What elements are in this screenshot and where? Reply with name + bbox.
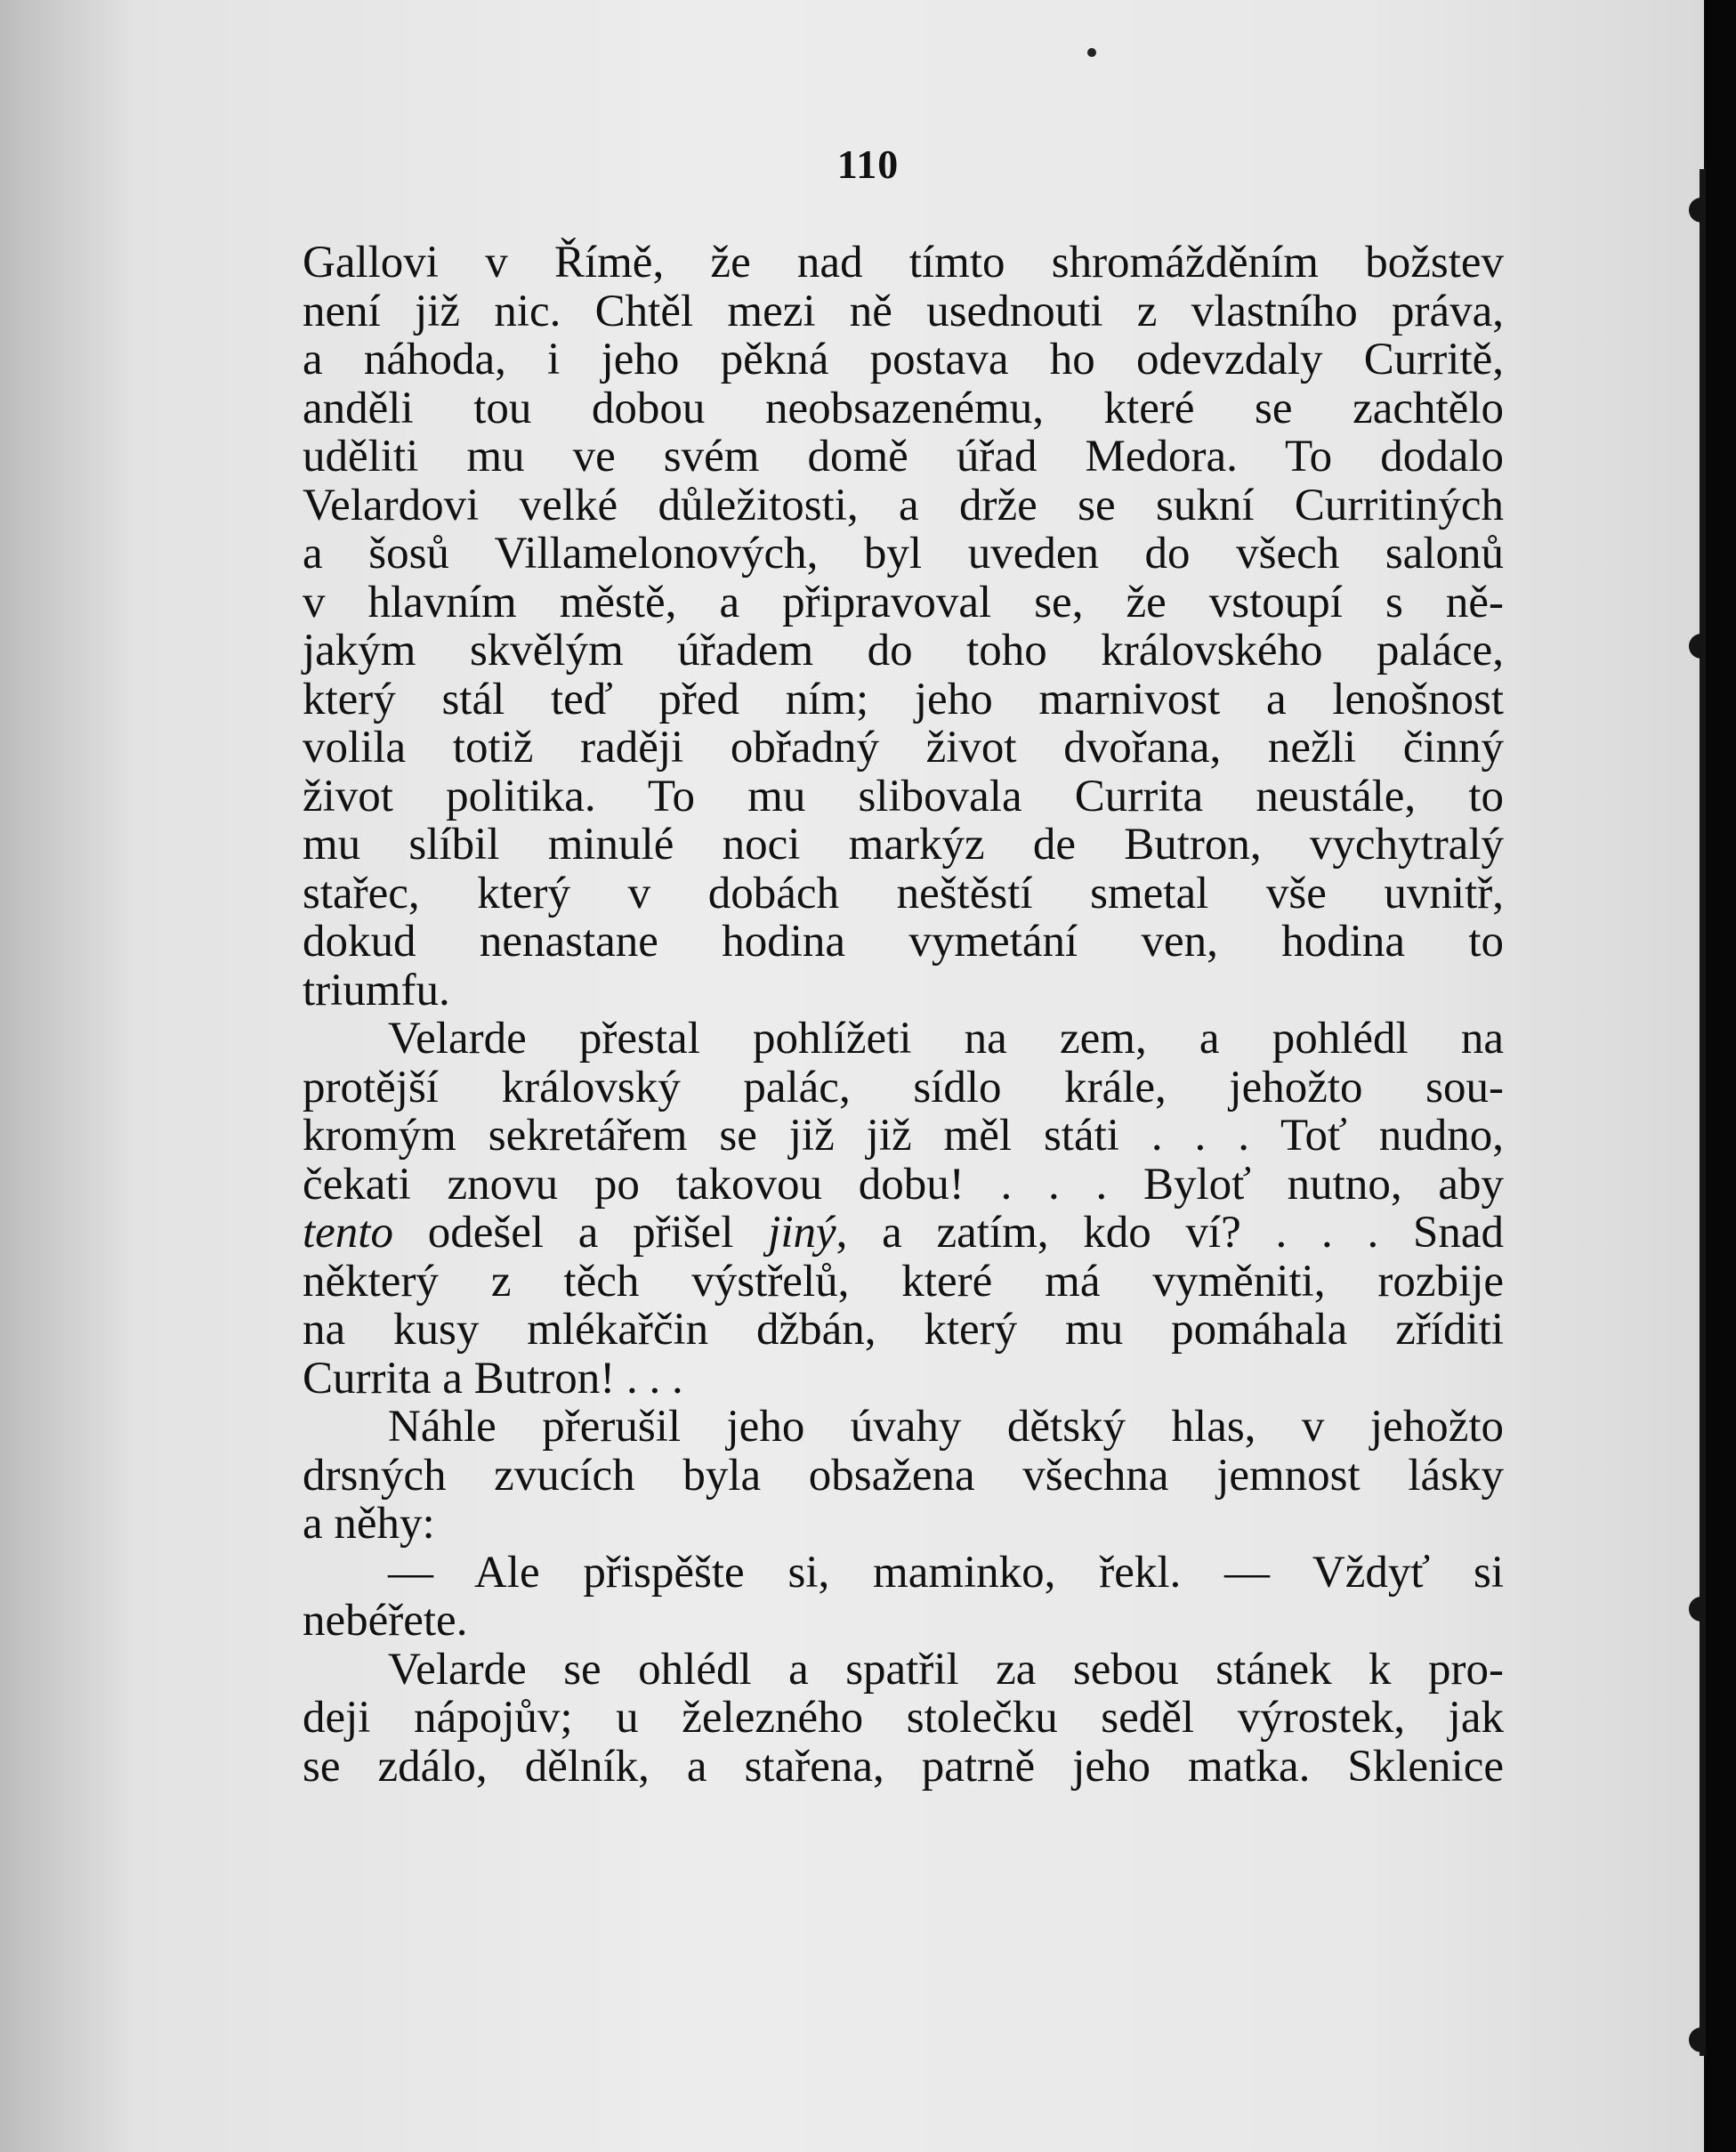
- text-line: na kusy mlékařčin džbán, který mu pomáhala zříditi: [303, 1305, 1504, 1355]
- text-line: mu slíbil minulé noci markýz de Butron, vychytralý: [303, 820, 1504, 870]
- text-line: není již nic. Chtěl mezi ně usednouti z vlastního práva,: [303, 286, 1504, 336]
- text-line: jakým skvělým úřadem do toho královského paláce,: [303, 626, 1504, 676]
- text-line: — Ale přispěšte si, maminko, řekl. — Vždyť si: [388, 1547, 1504, 1598]
- text-line: volila totiž raději obřadný život dvořana, nežli činný: [303, 723, 1504, 773]
- text-line: [303, 1209, 1504, 1258]
- text-line: kromým sekretářem se již již měl státi . . . Toť nudno,: [303, 1111, 1504, 1161]
- text-line: anděli tou dobou neobsazenému, které se zachtělo: [303, 383, 1504, 433]
- text-line: Velardovi velké důležitosti, a drže se sukní Curritiných: [303, 480, 1504, 530]
- text-line: Velarde se ohlédl a spatřil za sebou stánek k pro-: [388, 1644, 1504, 1695]
- text-line: život politika. To mu slibovala Currita neustále, to: [303, 771, 1504, 821]
- text-line: a náhoda, i jeho pěkná postava ho odevzdaly Curritě,: [303, 335, 1504, 384]
- text-line: v hlavním městě, a připravoval se, že vstoupí s ně-: [303, 577, 1504, 627]
- text-line: Velarde přestal pohlížeti na zem, a pohlédl na: [388, 1014, 1504, 1064]
- text-line: který stál teď před ním; jeho marnivost a lenošnost: [303, 674, 1504, 724]
- ink-speck: [1087, 48, 1096, 57]
- text-line: dokud nenastane hodina vymetání ven, hodina to: [303, 917, 1504, 967]
- text-line: triumfu.: [303, 965, 450, 1015]
- text-line: protější královský palác, sídlo krále, jehožto sou-: [303, 1062, 1504, 1112]
- page-edge-shadow: [1706, 0, 1736, 2152]
- text-line: Gallovi v Římě, že nad tímto shromážděním božstev: [303, 238, 1504, 287]
- text-line: stařec, který v dobách neštěstí smetal vše uvnitř,: [303, 868, 1504, 918]
- text-line: se zdálo, dělník, a stařena, patrně jeho matka. Sklenice: [303, 1741, 1504, 1792]
- text-line: deji nápojův; u železného stolečku seděl výrostek, jak: [303, 1693, 1504, 1743]
- text-line: uděliti mu ve svém domě úřad Medora. To dodalo: [303, 432, 1504, 481]
- page-number: 110: [836, 142, 900, 187]
- text-line: čekati znovu po takovou dobu! . . . Byloť nutno, aby: [303, 1159, 1504, 1209]
- italic-word: jiný: [768, 1208, 836, 1258]
- body-text: [303, 239, 1504, 1791]
- text-segment: odešel a přišel: [392, 1208, 769, 1258]
- text-line: a něhy:: [303, 1499, 435, 1549]
- text-line: a šosů Villamelonových, byl uveden do všech salonů: [303, 529, 1504, 578]
- text-line: nebéřete.: [303, 1596, 468, 1646]
- text-line: drsných zvucích byla obsažena všechna jemnost lásky: [303, 1450, 1504, 1501]
- text-line: některý z těch výstřelů, které má vyměniti, rozbije: [303, 1256, 1504, 1307]
- text-line: Náhle přerušil jeho úvahy dětský hlas, v jehožto: [388, 1402, 1504, 1452]
- text-line: Currita a Butron! . . .: [303, 1353, 683, 1404]
- text-segment: , a zatím, kdo ví? . . . Snad: [836, 1208, 1504, 1258]
- binding-edge: [1700, 169, 1706, 2056]
- italic-word: tento: [303, 1208, 393, 1258]
